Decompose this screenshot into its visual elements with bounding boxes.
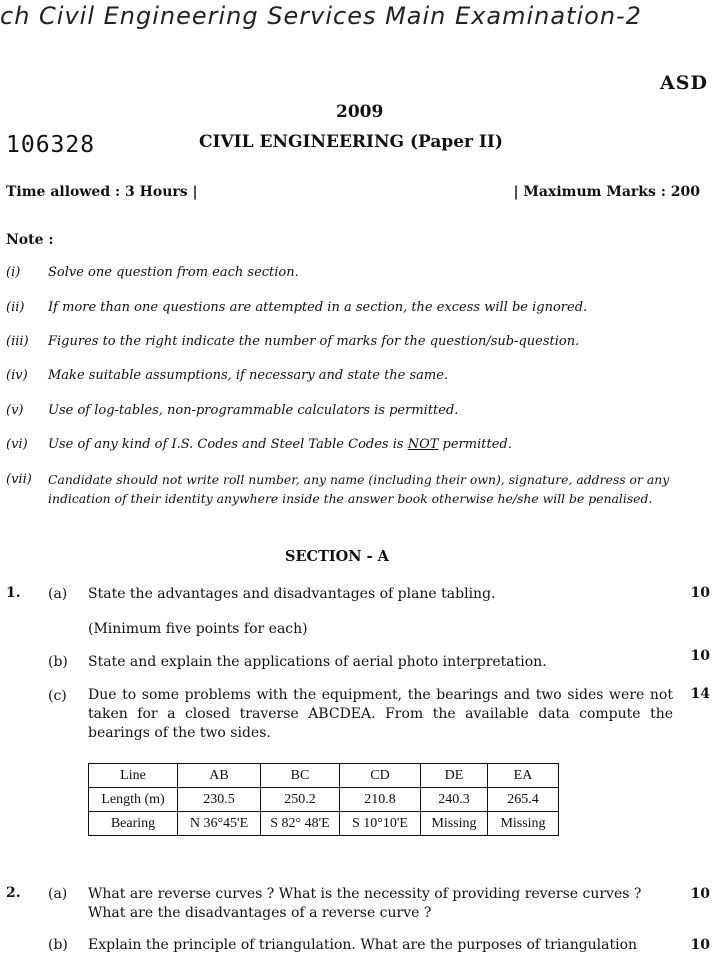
table-cell: S 10°10'E [340,812,421,836]
question-marks: 10 [690,648,710,664]
table-header-cell: AB [178,764,261,788]
subquestion-label: (a) [48,586,68,602]
note-text-part: permitted. [438,437,512,452]
paper-code: ASD [660,72,708,94]
traverse-table [88,763,559,836]
table-cell: 265.4 [488,788,559,812]
note-text: Figures to the right indicate the number of marks for the question/sub-question. [48,334,580,349]
maximum-marks: | Maximum Marks : 200 [513,184,700,200]
question-number: 1. [6,585,21,601]
table-cell: Missing [421,812,488,836]
question-subnote: (Minimum five points for each) [88,621,308,637]
table-cell: 250.2 [261,788,340,812]
note-text: Use of log-tables, non-programmable calculators is permitted. [48,403,459,418]
question-text: Due to some problems with the equipment, the bearings and two sides were not taken for a closed traverse ABCDEA. From the available data compute the bearings of the two sides. [88,687,673,741]
table-header-cell: CD [340,764,421,788]
question-text: What are reverse curves ? What is the necessity of providing reverse curves ? [88,886,642,902]
table-cell: 210.8 [340,788,421,812]
table-cell: 240.3 [421,788,488,812]
table-cell: Bearing [89,812,178,836]
note-text: indication of their identity anywhere inside the answer book otherwise he/she will be penalised. [48,491,653,506]
table-header-cell: DE [421,764,488,788]
subquestion-label: (b) [48,937,68,953]
question-text: Explain the principle of triangulation. What are the purposes of triangulation [88,937,638,953]
not-emphasis: NOT [407,437,439,452]
subquestion-label: (c) [48,688,67,704]
question-text: State the advantages and disadvantages of plane tabling. [88,586,496,602]
question-text: What are the disadvantages of a reverse curve ? [88,905,432,921]
table-cell: N 36°45'E [178,812,261,836]
question-number: 2. [6,885,21,901]
subquestion-label: (a) [48,886,68,902]
subquestion-label: (b) [48,654,68,670]
note-text: Candidate should not write roll number, any name (including their own), signature, address or any [48,472,670,487]
paper-title: CIVIL ENGINEERING (Paper II) [199,132,503,152]
roll-code: 106328 [6,132,96,158]
question-marks: 10 [690,937,710,953]
exam-year: 2009 [336,102,384,122]
note-number: (v) [6,403,24,418]
note-number: (iii) [6,334,29,349]
question-marks: 10 [690,585,710,601]
table-row [89,788,559,812]
table-cell: Length (m) [89,788,178,812]
note-number: (vi) [6,437,28,452]
table-header-cell: EA [488,764,559,788]
section-heading: SECTION - A [285,548,389,565]
table-header-cell: BC [261,764,340,788]
table-cell: S 82° 48'E [261,812,340,836]
note-text: Make suitable assumptions, if necessary and state the same. [48,368,449,383]
note-text: If more than one questions are attempted in a section, the excess will be ignored. [48,300,588,315]
table-header-cell: Line [89,764,178,788]
note-number: (ii) [6,300,25,315]
note-number: (iv) [6,368,28,383]
time-allowed: Time allowed : 3 Hours | [6,184,198,200]
note-number: (i) [6,265,21,280]
note-text: Solve one question from each section. [48,265,299,280]
note-number: (vii) [6,472,32,487]
question-marks: 14 [690,686,710,702]
handwritten-header: ch Civil Engineering Services Main Examination-2 [0,2,642,30]
table-cell: 230.5 [178,788,261,812]
note-text [48,437,512,452]
table-row [89,764,559,788]
question-text: State and explain the applications of aerial photo interpretation. [88,654,547,670]
table-cell: Missing [488,812,559,836]
question-marks: 10 [690,886,710,902]
table-row [89,812,559,836]
note-text-part: Use of any kind of I.S. Codes and Steel Table Codes is [48,437,408,452]
note-label: Note : [6,232,54,248]
